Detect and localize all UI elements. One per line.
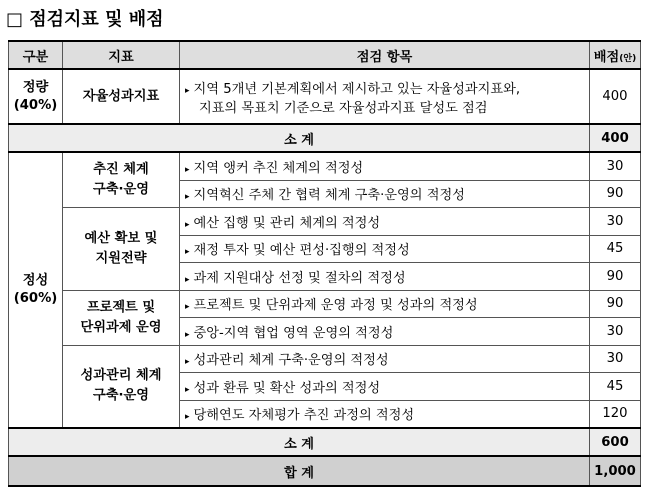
- indicator-group: 성과관리 체계 구축·운영: [63, 345, 180, 428]
- item-text: ▸ 지역 앵커 추진 체계의 적정성: [180, 152, 590, 180]
- item-score: 30: [590, 208, 641, 236]
- bullet-triangle-icon: ▸: [185, 384, 190, 395]
- item-text: ▸ 재정 투자 및 예산 편성·집행의 적정성: [180, 235, 590, 263]
- item-text: ▸ 성과 환류 및 확산 성과의 적정성: [180, 373, 590, 401]
- indicator-group: 프로젝트 및 단위과제 운영: [63, 290, 180, 345]
- table-row: [9, 208, 641, 236]
- category-quantitative-weight: (40%): [13, 97, 58, 113]
- item-score: 45: [590, 235, 641, 263]
- header-row: [9, 41, 641, 69]
- indicator-group: 예산 확보 및 지원전략: [63, 208, 180, 291]
- category-qualitative-name: 정성: [22, 273, 49, 288]
- total-row: [9, 456, 641, 486]
- table-row: [9, 345, 641, 373]
- item-text: ▸ 중앙-지역 협업 영역 운영의 적정성: [180, 318, 590, 346]
- subtotal-label: 소 계: [9, 124, 590, 152]
- item-score: 30: [590, 318, 641, 346]
- item-score: 120: [590, 400, 641, 428]
- bullet-triangle-icon: ▸: [185, 164, 190, 175]
- item-score: 90: [590, 290, 641, 318]
- item-text: ▸ 프로젝트 및 단위과제 운영 과정 및 성과의 적정성: [180, 290, 590, 318]
- item-autonomous-line2: 지표의 목표치 기준으로 자율성과지표 달성도 점검: [199, 100, 488, 116]
- subtotal-score: 400: [590, 124, 641, 152]
- subtotal-score: 600: [590, 428, 641, 456]
- category-qualitative: [9, 152, 63, 428]
- header-category: 구분: [9, 41, 63, 69]
- item-text: ▸ 당해연도 자체평가 추진 과정의 적정성: [180, 400, 590, 428]
- header-indicator: 지표: [63, 41, 180, 69]
- item-score: 30: [590, 345, 641, 373]
- bullet-triangle-icon: ▸: [185, 357, 190, 368]
- category-quantitative: [9, 69, 63, 124]
- quantitative-row: [9, 69, 641, 124]
- bullet-triangle-icon: ▸: [185, 412, 190, 423]
- subtotal-label: 소 계: [9, 428, 590, 456]
- item-text: ▸ 지역혁신 주체 간 협력 체계 구축·운영의 적정성: [180, 180, 590, 208]
- item-score: 90: [590, 180, 641, 208]
- bullet-triangle-icon: ▸: [185, 192, 190, 203]
- bullet-triangle-icon: ▸: [185, 85, 190, 96]
- indicator-group: 추진 체계 구축·운영: [63, 152, 180, 208]
- total-label: 합 계: [9, 456, 590, 486]
- item-score: 30: [590, 152, 641, 180]
- category-quantitative-name: 정량: [22, 79, 49, 95]
- header-score-label: 배점: [593, 49, 620, 65]
- category-qualitative-weight: (60%): [13, 291, 58, 306]
- header-items: 점검 항목: [180, 41, 590, 69]
- bullet-triangle-icon: ▸: [185, 302, 190, 313]
- bullet-triangle-icon: ▸: [185, 274, 190, 285]
- item-text: ▸ 예산 집행 및 관리 체계의 적정성: [180, 208, 590, 236]
- table-row: [9, 152, 641, 180]
- item-score: 45: [590, 373, 641, 401]
- indicator-autonomous: 자율성과지표: [63, 69, 180, 124]
- bullet-triangle-icon: ▸: [185, 247, 190, 258]
- header-score: [590, 41, 641, 69]
- evaluation-table: [8, 40, 641, 487]
- total-score: 1,000: [590, 456, 641, 486]
- subtotal-row-qualitative: [9, 428, 641, 456]
- item-text: ▸ 성과관리 체계 구축·운영의 적정성: [180, 345, 590, 373]
- table-row: [9, 290, 641, 318]
- item-autonomous-line1: ▸ 지역 5개년 기본계획에서 제시하고 있는 자율성과지표와,: [185, 81, 521, 97]
- item-autonomous: [180, 69, 590, 124]
- subtotal-row-quantitative: [9, 124, 641, 152]
- page-title: □ 점검지표 및 배점: [6, 9, 164, 30]
- bullet-triangle-icon: ▸: [185, 219, 190, 230]
- bullet-triangle-icon: ▸: [185, 329, 190, 340]
- item-score: 90: [590, 263, 641, 291]
- item-text: ▸ 과제 지원대상 선정 및 절차의 적정성: [180, 263, 590, 291]
- header-score-unit: (안): [619, 53, 637, 64]
- score-autonomous: 400: [590, 69, 641, 124]
